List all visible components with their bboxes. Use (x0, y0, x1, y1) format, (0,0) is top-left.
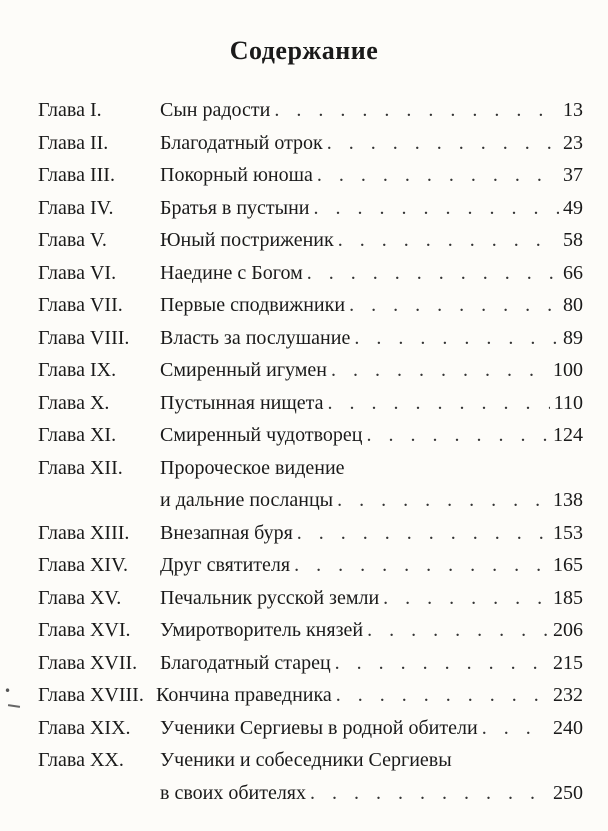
chapter-label: Глава XIV. (38, 554, 128, 576)
dot-leader (367, 614, 549, 647)
toc-entry-11[interactable] (38, 419, 583, 452)
chapter-label: Глава XX. (38, 749, 124, 771)
toc-entry-15[interactable] (38, 582, 583, 615)
toc-entry-7[interactable] (38, 289, 583, 322)
chapter-label: Глава XVII. (38, 651, 138, 674)
page-number: 100 (553, 359, 583, 381)
toc-entry-10[interactable] (38, 387, 583, 420)
chapter-title: Смиренный чудотворец (160, 424, 363, 446)
page-number: 153 (553, 521, 583, 544)
chapter-label: Глава II. (38, 131, 109, 154)
dot-leader (317, 159, 559, 192)
chapter-title: Благодатный старец (160, 651, 331, 674)
dot-leader (328, 387, 550, 420)
chapter-label: Глава XVI. (38, 619, 131, 641)
toc-entry-14[interactable] (38, 549, 583, 582)
chapter-title: Пустынная нищета (160, 391, 324, 414)
chapter-label: Глава VIII. (38, 326, 130, 349)
toc-entry-1[interactable] (38, 94, 583, 127)
chapter-title: Ученики Сергиевы в родной обители (160, 716, 478, 739)
dot-leader (338, 224, 559, 257)
toc-entry-17[interactable] (38, 647, 583, 680)
dot-leader (336, 679, 549, 712)
toc-entry-20[interactable] (38, 744, 583, 809)
dot-leader (383, 582, 549, 615)
toc-entry-18[interactable] (38, 679, 583, 712)
chapter-title: и дальние посланцы (160, 489, 334, 511)
chapter-title: Друг святителя (160, 554, 291, 576)
page-number: 206 (553, 619, 583, 641)
chapter-title: Сын радости (160, 99, 271, 121)
page-number: 138 (553, 489, 583, 511)
chapter-label: Глава VII. (38, 294, 123, 316)
toc-entry-2[interactable] (38, 127, 583, 160)
chapter-label: Глава XII. (38, 456, 123, 479)
page-number: 49 (563, 196, 583, 219)
page-number: 37 (563, 164, 583, 186)
chapter-label: Глава VI. (38, 261, 117, 284)
chapter-title: Покорный юноша (160, 164, 313, 186)
page-number: 232 (553, 684, 583, 706)
dot-leader (349, 289, 559, 322)
chapter-label: Глава IV. (38, 196, 114, 219)
dot-leader (337, 484, 549, 517)
chapter-title: Внезапная буря (160, 521, 293, 544)
page-number: 13 (563, 99, 583, 121)
dot-leader (331, 354, 549, 387)
chapter-title: Смиренный игумен (160, 359, 328, 381)
chapter-label: Глава XIII. (38, 521, 130, 544)
chapter-title: Власть за послушание (160, 326, 351, 349)
table-of-contents (38, 94, 583, 809)
dot-leader (354, 322, 559, 355)
page-number: 80 (563, 294, 583, 316)
chapter-title: Печальник русской земли (160, 586, 380, 609)
dot-leader (307, 257, 559, 290)
toc-entry-5[interactable] (38, 224, 583, 257)
page-number: 58 (563, 229, 583, 251)
dot-leader (314, 192, 559, 225)
page-number: 66 (563, 261, 583, 284)
toc-entry-12[interactable] (38, 452, 583, 517)
toc-entry-13[interactable] (38, 517, 583, 550)
chapter-title-line-1: Пророческое видение (160, 456, 345, 479)
chapter-title-line-1: Ученики и собеседники Сергиевы (160, 749, 452, 771)
dot-leader (335, 647, 549, 680)
chapter-title: Благодатный отрок (160, 131, 323, 154)
chapter-title: Наедине с Богом (160, 261, 303, 284)
toc-entry-16[interactable] (38, 614, 583, 647)
dot-leader (297, 517, 549, 550)
page-number: 250 (553, 781, 583, 804)
toc-entry-8[interactable] (38, 322, 583, 355)
toc-entry-9[interactable] (38, 354, 583, 387)
chapter-title: Первые сподвижники (160, 294, 346, 316)
page-title: Содержание (229, 36, 379, 65)
page-number: 23 (563, 131, 583, 154)
dot-leader (366, 419, 549, 452)
page-number: 215 (553, 651, 583, 674)
chapter-title: Умиротворитель князей (160, 619, 364, 641)
chapter-title: Кончина праведника (156, 684, 332, 706)
chapter-label: Глава XVIII. (38, 684, 144, 706)
toc-entry-4[interactable] (38, 192, 583, 225)
toc-entry-3[interactable] (38, 159, 583, 192)
chapter-title: Юный постриженик (160, 229, 334, 251)
chapter-label: Глава XI. (38, 424, 117, 446)
chapter-label: Глава IX. (38, 359, 117, 381)
margin-mark: • (4, 684, 12, 698)
chapter-label: Глава XV. (38, 586, 122, 609)
page-number: 110 (553, 391, 583, 414)
page-number: 89 (563, 326, 583, 349)
page-number: 240 (553, 716, 583, 739)
chapter-title: в своих обителях (160, 781, 307, 804)
dot-leader (274, 94, 559, 127)
dot-leader (327, 127, 559, 160)
chapter-label: Глава V. (38, 229, 107, 251)
toc-entry-6[interactable] (38, 257, 583, 290)
chapter-label: Глава III. (38, 164, 115, 186)
chapter-label: Глава XIX. (38, 716, 131, 739)
chapter-label: Глава I. (38, 99, 102, 121)
margin-stroke (8, 704, 20, 708)
page-number: 185 (553, 586, 583, 609)
chapter-title: Братья в пустыни (160, 196, 310, 219)
page-number: 124 (553, 424, 583, 446)
dot-leader (294, 549, 549, 582)
dot-leader (482, 712, 549, 745)
page-number: 165 (553, 554, 583, 576)
toc-entry-19[interactable] (38, 712, 583, 745)
dot-leader (310, 777, 549, 810)
chapter-label: Глава X. (38, 391, 110, 414)
